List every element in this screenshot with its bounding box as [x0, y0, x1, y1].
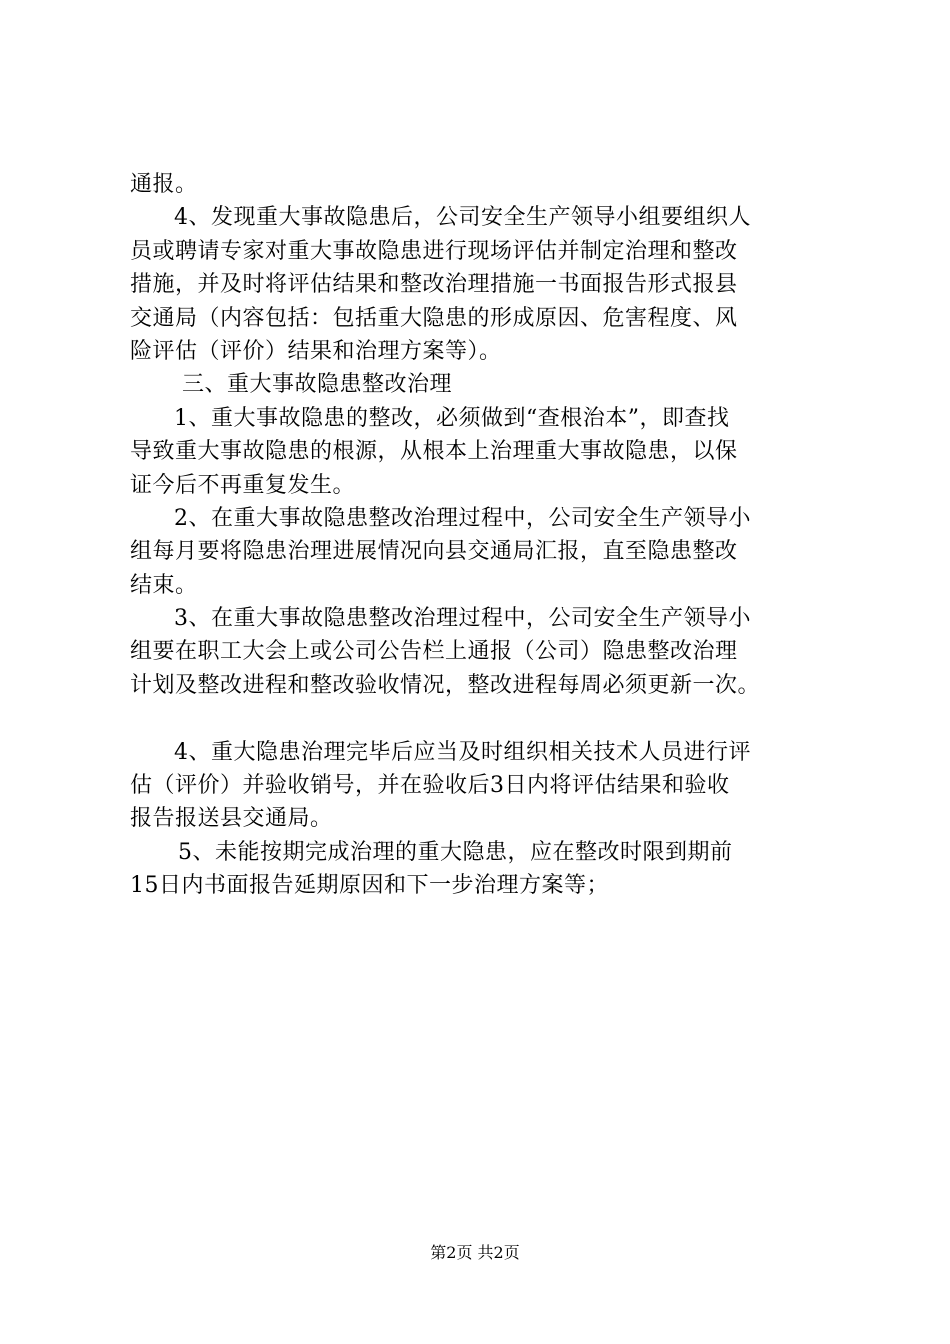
section-heading: 三、重大事故隐患整改治理	[182, 372, 453, 398]
paragraph-line: 2、在重大事故隐患整改治理过程中，公司安全生产领导小	[174, 505, 751, 531]
paragraph-gap	[130, 702, 835, 735]
paragraph-line: 5、未能按期完成治理的重大隐患，应在整改时限到期前	[178, 839, 733, 865]
paragraph-line: 员或聘请专家对重大事故隐患进行现场评估并制定治理和整改	[130, 238, 738, 264]
paragraph-line: 4、发现重大事故隐患后，公司安全生产领导小组要组织人	[174, 205, 751, 231]
paragraph-line: 报告报送县交通局。	[130, 806, 333, 832]
paragraph-line: 导致重大事故隐患的根源，从根本上治理重大事故隐患，以保	[130, 439, 738, 465]
paragraph-line: 1、重大事故隐患的整改，必须做到“查根治本”，即查找	[174, 405, 730, 431]
paragraph-line: 交通局（内容包括：包括重大隐患的形成原因、危害程度、风	[130, 305, 738, 331]
paragraph-line: 措施，并及时将评估结果和整改治理措施一书面报告形式报县	[130, 272, 738, 298]
paragraph-line: 险评估（评价）结果和治理方案等）。	[130, 338, 502, 364]
paragraph-line: 结束。	[130, 572, 198, 598]
paragraph-line: 组要在职工大会上或公司公告栏上通报（公司）隐患整改治理	[130, 639, 738, 665]
paragraph-line: 4、重大隐患治理完毕后应当及时组织相关技术人员进行评	[174, 739, 751, 765]
paragraph-line: 计划及整改进程和整改验收情况，整改进程每周必须更新一次。	[130, 672, 761, 698]
paragraph-line: 通报。	[130, 172, 198, 197]
document-body	[130, 168, 835, 903]
paragraph-line: 证今后不再重复发生。	[130, 472, 356, 498]
paragraph-line: 3、在重大事故隐患整改治理过程中，公司安全生产领导小	[174, 606, 751, 632]
paragraph-line: 估（评价）并验收销号，并在验收后3日内将评估结果和验收	[130, 773, 730, 799]
paragraph-line: 15日内书面报告延期原因和下一步治理方案等；	[130, 873, 609, 899]
page-footer: 第2页 共2页	[430, 1243, 520, 1262]
paragraph-line: 组每月要将隐患治理进展情况向县交通局汇报，直至隐患整改	[130, 539, 738, 565]
